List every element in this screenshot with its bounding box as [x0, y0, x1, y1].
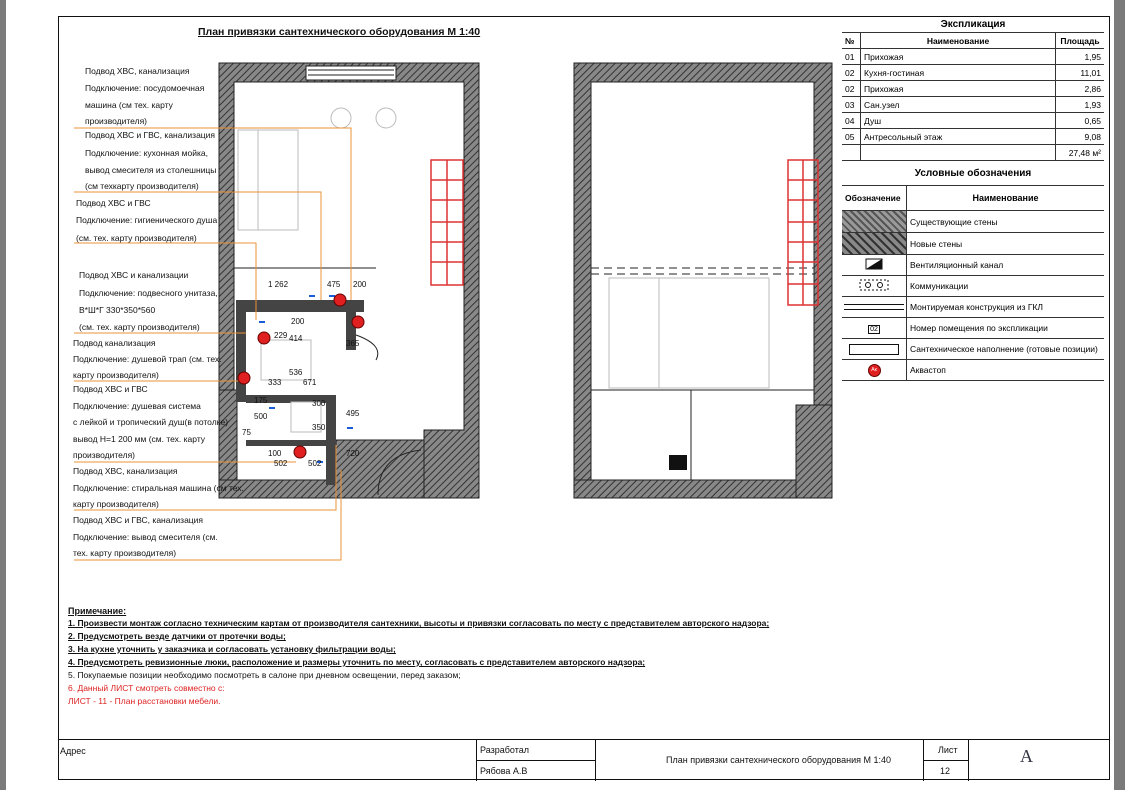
dim-label: 229	[274, 331, 288, 340]
callout-label: карту производителя)	[73, 370, 159, 380]
row-name: Душ	[861, 113, 1056, 129]
callout-label: карту производителя)	[73, 499, 159, 509]
note-line: 3. На кухне уточнить у заказчика и согласовать установку фильтрации воды;	[68, 644, 396, 654]
explication-table	[842, 17, 1104, 161]
row-name: Прихожая	[861, 81, 1056, 97]
callout-label: вывод смесителя из столешницы	[85, 165, 217, 175]
dim-label: 414	[289, 334, 303, 343]
note-line: 4. Предусмотреть ревизионные люки, расположение и размеры уточнить по месту, согласовать с представителем авторского надзора;	[68, 657, 646, 667]
row-num: 01	[842, 49, 861, 65]
vent-box-icon	[865, 258, 883, 270]
callout-label: машина (см тех. карту	[85, 100, 173, 110]
legend-name: Новые стены	[907, 233, 1105, 255]
callout-label: вывод Н=1 200 мм (см. тех. карту	[73, 434, 206, 444]
dim-label: 200	[353, 280, 367, 289]
legend-name: Вентиляционный канал	[907, 255, 1105, 276]
table-row	[842, 129, 1104, 145]
callout-label: (см. тех. карту производителя)	[79, 322, 200, 332]
dim-label: 300	[312, 399, 326, 408]
note-line: 6. Данный ЛИСТ смотреть совместно с:	[68, 683, 225, 693]
hatch-new-icon	[842, 233, 906, 254]
row-num: 05	[842, 129, 861, 145]
callout-label: Подвод ХВС и ГВС	[73, 384, 148, 394]
dim-label: 495	[346, 409, 360, 418]
sheet-label: Лист	[938, 745, 958, 755]
dim-label: 720	[346, 449, 360, 458]
legend-table	[842, 160, 1104, 381]
table-row	[842, 49, 1104, 65]
legend-row	[842, 211, 1104, 233]
dim-label: 502	[308, 459, 322, 468]
table-row	[842, 97, 1104, 113]
legend-header: Обозначение	[842, 186, 907, 211]
dim-label: 75	[242, 428, 251, 437]
dim-label: 502	[274, 459, 288, 468]
callout-label: Подвод ХВС и ГВС	[76, 198, 151, 208]
callout-label: Подвод ХВС и ГВС, канализация	[73, 515, 204, 525]
developed-label: Разработал	[480, 745, 529, 755]
legend-name: Монтируемая конструкция из ГКЛ	[907, 297, 1105, 318]
callout-label: Подвод ХВС и ГВС, канализация	[85, 130, 216, 140]
table-row	[842, 65, 1104, 81]
legend-row	[842, 297, 1104, 318]
dim-label: 200	[291, 317, 305, 326]
row-num: 03	[842, 97, 861, 113]
row-num: 02	[842, 65, 861, 81]
notes-heading: Примечание:	[68, 606, 127, 616]
callout-label: Подключение: вывод смесителя (см.	[73, 532, 218, 542]
legend-name: Существующие стены	[907, 211, 1105, 233]
note-line: 1. Произвести монтаж согласно техническим картам от производителя сантехники, высоты и привязки согласовать по месту с представителем авторского надзора;	[68, 618, 770, 628]
callout-label: Подключение: душевая система	[73, 401, 201, 411]
callout-label: Подключение: душевой трап (см. тех.	[73, 354, 222, 364]
legend-row	[842, 276, 1104, 297]
explication-title: Экспликация	[842, 17, 1104, 33]
dim-label: 333	[268, 378, 282, 387]
dim-label: 1 262	[268, 280, 289, 289]
dim-label: 475	[327, 280, 341, 289]
hatch-existing-icon	[842, 211, 906, 232]
callout-label: Подвод ХВС, канализация	[73, 466, 178, 476]
callout-label: Подключение: стиральная машина (см тех.	[73, 483, 244, 493]
row-num: 04	[842, 113, 861, 129]
callout-label: В*Ш*Г 330*350*560	[79, 305, 156, 315]
row-name: Сан.узел	[861, 97, 1056, 113]
callout-label: производителя)	[73, 450, 136, 460]
row-area: 2,86	[1056, 81, 1105, 97]
col-header: Наименование	[861, 33, 1056, 49]
row-name: Антресольный этаж	[861, 129, 1056, 145]
stamp-sheet-title: План привязки сантехнического оборудования М 1:40	[666, 755, 891, 765]
callout-label: (см техкарту производителя)	[85, 181, 199, 191]
dim-label: 671	[303, 378, 317, 387]
callout-label: Подключение: подвесного унитаза,	[79, 288, 218, 298]
legend-name: Номер помещения по экспликации	[907, 318, 1105, 339]
logo-icon: A	[1020, 746, 1033, 766]
legend-name: Аквастоп	[907, 360, 1105, 381]
callout-label: производителя)	[85, 116, 148, 126]
sheet-number: 12	[940, 766, 951, 776]
row-area: 11,01	[1056, 65, 1105, 81]
row-area: 1,93	[1056, 97, 1105, 113]
col-header: №	[842, 33, 861, 49]
title-block	[58, 739, 1110, 781]
callout-label: Подключение: посудомоечная	[85, 83, 205, 93]
dim-label: 100	[268, 449, 282, 458]
note-line: 2. Предусмотреть везде датчики от протечки воды;	[68, 631, 286, 641]
table-row-total	[842, 145, 1104, 161]
callout-label: Подвод ХВС, канализация	[85, 66, 190, 76]
plan-mezzanine-level	[574, 63, 832, 498]
legend-name: Коммуникации	[907, 276, 1105, 297]
address-label: Адрес	[60, 746, 86, 756]
row-area: 0,65	[1056, 113, 1105, 129]
row-num: 02	[842, 81, 861, 97]
dim-label: 350	[312, 423, 326, 432]
legend-row	[842, 255, 1104, 276]
callout-label: Подвод ХВС и канализации	[79, 270, 189, 280]
row-name: Кухня-гостиная	[861, 65, 1056, 81]
fixture-rect-icon	[849, 344, 899, 355]
callout-label: Подключение: гигиенического душа	[76, 215, 218, 225]
kitchen-grid	[431, 160, 463, 285]
callout-label: с лейкой и тропический душ(в потолке)	[73, 417, 229, 427]
note-line: ЛИСТ - 11 - План расстановки мебели.	[68, 696, 221, 706]
drawing-sheet	[6, 0, 1114, 790]
legend-header: Наименование	[907, 186, 1105, 211]
legend-row	[842, 233, 1104, 255]
legend-row	[842, 360, 1104, 381]
callout-label: (см. тех. карту производителя)	[76, 233, 197, 243]
aquastop-icon: Ак	[868, 364, 881, 377]
table-row	[842, 81, 1104, 97]
sheet-title: План привязки сантехнического оборудования М 1:40	[198, 26, 481, 38]
dim-label: 365	[346, 339, 360, 348]
row-area: 9,08	[1056, 129, 1105, 145]
developer-name: Рябова А.В	[480, 766, 528, 776]
row-area: 1,95	[1056, 49, 1105, 65]
callout-label: Подвод канализация	[73, 338, 156, 348]
legend-row	[842, 339, 1104, 360]
room-number-icon: 02	[870, 325, 878, 333]
note-line: 5. Покупаемые позиции необходимо посмотреть в салоне при дневном освещении, перед заказом;	[68, 670, 461, 680]
legend-name: Сантехническое наполнение (готовые позиции)	[907, 339, 1105, 360]
dim-label: 536	[289, 368, 303, 377]
legend-title: Условные обозначения	[842, 161, 1104, 186]
communications-icon	[859, 279, 889, 291]
col-header: Площадь	[1056, 33, 1105, 49]
legend-row	[842, 318, 1104, 339]
gkl-line-icon	[844, 304, 904, 310]
total-area: 27,48 м²	[1056, 145, 1105, 161]
dim-label: 175	[254, 396, 268, 405]
row-name: Прихожая	[861, 49, 1056, 65]
dim-label: 500	[254, 412, 268, 421]
callout-label: тех. карту производителя)	[73, 548, 177, 558]
table-row	[842, 113, 1104, 129]
callout-label: Подключение: кухонная мойка,	[85, 148, 208, 158]
